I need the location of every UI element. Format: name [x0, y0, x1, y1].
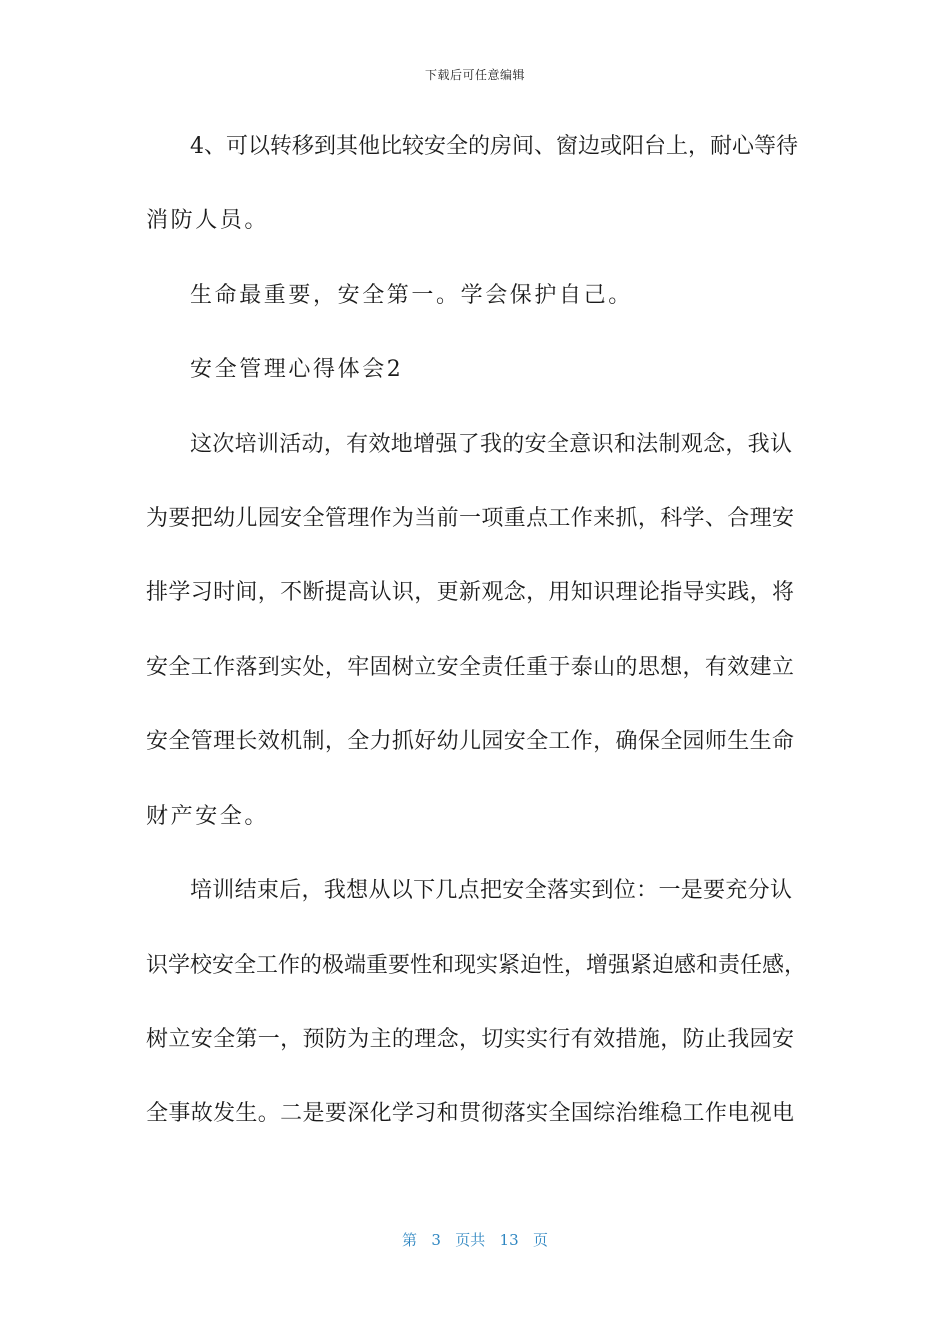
footer-suffix: 页 [532, 1231, 548, 1249]
paragraph-line: 财产安全。 [146, 804, 270, 829]
paragraph-line: 安全管理长效机制，全力抓好幼儿园安全工作，确保全园师生生命 [146, 729, 794, 754]
paragraph-line: 为要把幼儿园安全管理作为当前一项重点工作来抓，科学、合理安 [146, 506, 794, 531]
paragraph-line: 识学校安全工作的极端重要性和现实紧迫性，增强紧迫感和责任感， [146, 953, 807, 978]
paragraph-line: 树立安全第一，预防为主的理念，切实实行有效措施，防止我园安 [146, 1027, 794, 1052]
paragraph-line: 全事故发生。二是要深化学习和贯彻落实全国综治维稳工作电视电 [146, 1101, 794, 1126]
paragraph-line: 生命最重要，安全第一。学会保护自己。 [190, 283, 633, 308]
current-page-number: 3 [431, 1231, 441, 1249]
paragraph-line: 培训结束后，我想从以下几点把安全落实到位：一是要充分认 [190, 878, 792, 903]
paragraph-line: 消防人员。 [146, 208, 270, 233]
paragraph-line: 这次培训活动，有效地增强了我的安全意识和法制观念，我认 [190, 432, 792, 457]
section-heading: 安全管理心得体会2 [190, 357, 404, 382]
footer-middle: 页共 [455, 1231, 486, 1249]
paragraph-line: 4、可以转移到其他比较安全的房间、窗边或阳台上，耐心等待 [190, 134, 798, 159]
page-header: 下载后可任意编辑 [424, 68, 525, 82]
footer-prefix: 第 [402, 1231, 418, 1249]
page-footer [0, 1229, 950, 1250]
paragraph-line: 排学习时间，不断提高认识，更新观念，用知识理论指导实践，将 [146, 580, 794, 605]
paragraph-line: 安全工作落到实处，牢固树立安全责任重于泰山的思想，有效建立 [146, 655, 794, 680]
total-page-count: 13 [499, 1231, 519, 1249]
